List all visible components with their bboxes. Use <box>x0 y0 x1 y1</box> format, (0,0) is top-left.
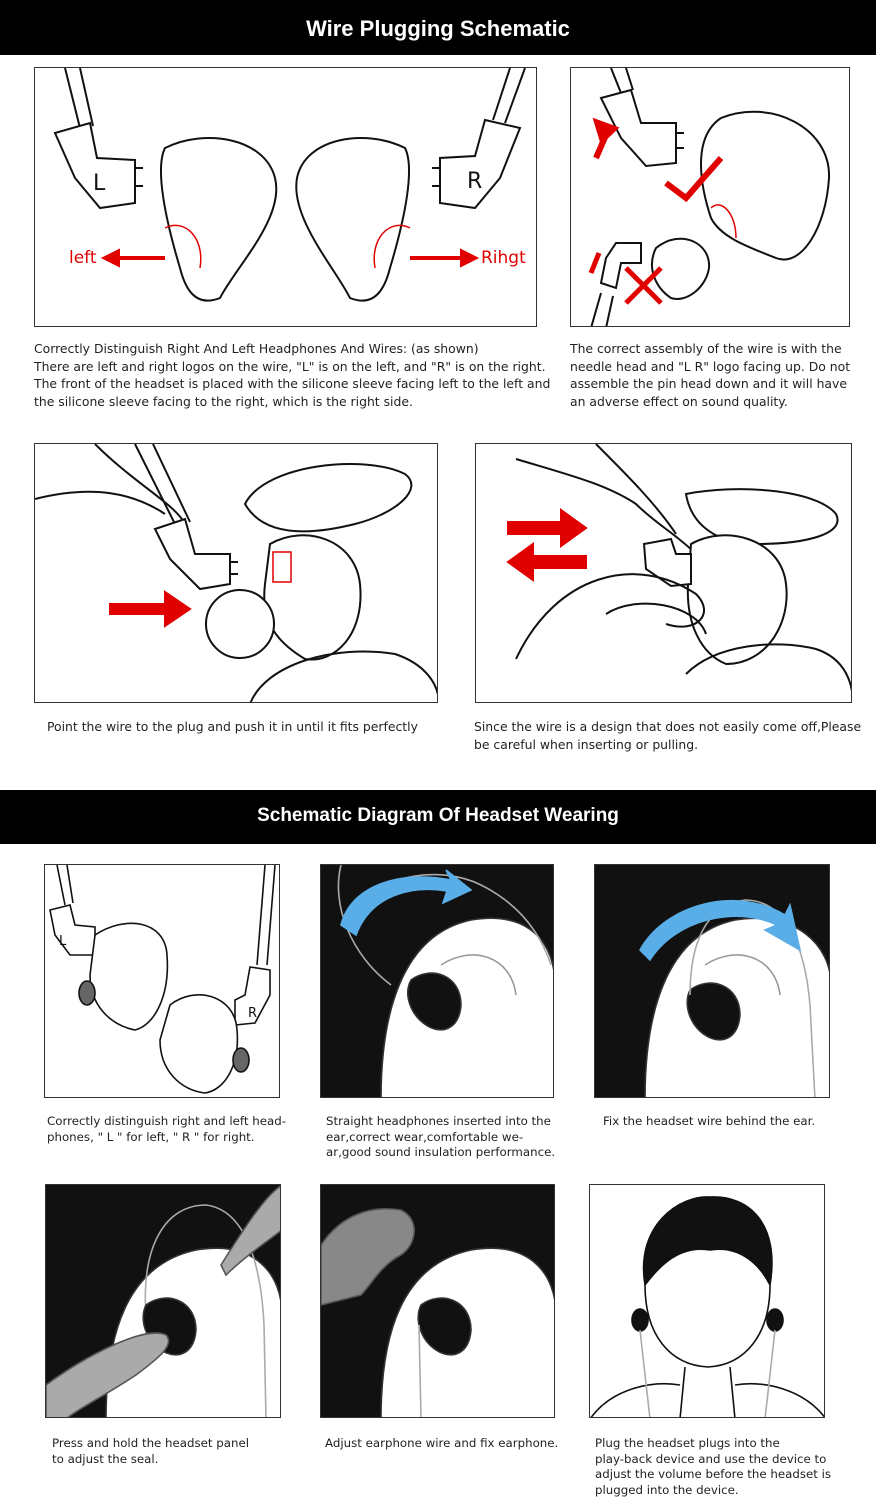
caption-line: plugged into the device. <box>595 1482 739 1497</box>
right-plug-icon <box>440 120 520 208</box>
illustration-adjust-wire <box>320 1184 555 1418</box>
illustration-correct-orientation <box>570 67 850 327</box>
caption-line: Adjust earphone wire and fix earphone. <box>325 1436 559 1450</box>
arrow-left-icon <box>508 544 586 580</box>
caption-adjust-wire <box>325 1436 575 1452</box>
illustration-lr-earphones <box>44 864 280 1098</box>
caption-left-right <box>34 340 554 410</box>
ear-tip-icon <box>206 590 274 658</box>
hair-icon <box>644 1197 772 1285</box>
blue-arrow-icon <box>341 870 471 935</box>
face-icon <box>645 1285 770 1367</box>
plug-l-icon <box>50 905 95 955</box>
caption-line: play-back device and use the device to <box>595 1451 827 1466</box>
caption-line: The correct assembly of the wire is with the <box>570 341 842 356</box>
hand-icon <box>321 1209 414 1305</box>
left-earphone-icon <box>161 138 276 301</box>
caption-line: the silicone sleeve facing to the right, which is the right side. <box>34 393 413 409</box>
caption-line: an adverse effect on sound quality. <box>570 393 788 409</box>
caption-line: Correctly Distinguish Right And Left Headphones And Wires: (as shown) <box>34 341 479 356</box>
svg-text:L: L <box>59 934 67 949</box>
svg-text:R: R <box>248 1006 258 1021</box>
plug-down-icon <box>601 243 641 288</box>
caption-line: ar,good sound insulation performance. <box>326 1145 556 1160</box>
caption-line: needle head and "L R" logo facing up. Do not <box>570 358 851 374</box>
caption-line: The front of the headset is placed with the silicone sleeve facing left to the left and <box>34 376 551 391</box>
caption-line: Point the wire to the plug and push it in until it fits perfectly <box>47 719 418 734</box>
illustration-careful-pulling <box>475 443 852 703</box>
ear-icon <box>381 918 554 1098</box>
caption-insert-earphone <box>326 1114 576 1161</box>
caption-line: assemble the pin head down and it will have <box>570 376 847 391</box>
illustration-push-plug <box>34 443 438 703</box>
left-label: left <box>69 248 97 268</box>
caption-line: ear,correct wear,comfortable we- <box>326 1129 524 1144</box>
earbud-right-icon <box>767 1309 783 1331</box>
earphone-right-icon <box>160 995 237 1093</box>
finger-icon <box>245 464 411 531</box>
caption-careful-pulling <box>474 718 869 753</box>
caption-line: phones, " L " for left, " R " for right. <box>47 1129 255 1144</box>
caption-correct-orientation <box>570 340 860 410</box>
illustration-left-right-earphones <box>34 67 537 327</box>
caption-line: Straight headphones inserted into the <box>326 1114 551 1128</box>
right-earphone-icon <box>296 138 409 301</box>
caption-line: Correctly distinguish right and left head- <box>47 1114 286 1128</box>
plug-icon <box>155 519 230 589</box>
plug-right-letter: R <box>467 169 483 194</box>
caption-plug-device <box>595 1436 855 1498</box>
earphone-shell-icon <box>701 112 829 260</box>
caption-press-panel <box>52 1436 292 1467</box>
illustration-insert-earphone <box>320 864 554 1098</box>
earbud-left-icon <box>632 1309 648 1331</box>
earphone-shell-icon <box>264 535 360 659</box>
caption-line: to adjust the seal. <box>52 1451 159 1466</box>
caption-wire-behind-ear <box>603 1114 853 1130</box>
section-title: Schematic Diagram Of Headset Wearing <box>257 805 619 826</box>
caption-line: adjust the volume before the headset is <box>595 1467 832 1482</box>
caption-push-plug <box>47 718 447 736</box>
caption-line: be careful when inserting or pulling. <box>474 736 699 752</box>
arrow-down-icon <box>591 253 599 273</box>
earphone-left-icon <box>90 923 167 1030</box>
caption-line: Since the wire is a design that does not easily come off,Please <box>474 719 862 734</box>
caption-line: Fix the headset wire behind the ear. <box>603 1114 816 1128</box>
caption-lr-earphones <box>47 1114 287 1145</box>
arrow-right-icon <box>508 510 586 546</box>
illustration-press-panel <box>45 1184 281 1418</box>
push-arrow-icon <box>110 592 190 626</box>
caption-line: There are left and right logos on the wire, "L" is on the left, and "R" is on the right. <box>34 358 546 374</box>
illustration-plug-device <box>589 1184 825 1418</box>
section-banner-wire-plugging <box>0 0 876 55</box>
caption-line: Press and hold the headset panel <box>52 1436 250 1450</box>
section-title: Wire Plugging Schematic <box>306 16 570 41</box>
caption-line: Plug the headset plugs into the <box>595 1436 780 1450</box>
right-label: Rihgt <box>481 248 526 268</box>
section-banner-headset-wearing <box>0 790 876 844</box>
plug-left-letter: L <box>93 171 106 196</box>
finger-icon <box>686 489 838 544</box>
illustration-wire-behind-ear <box>594 864 830 1098</box>
cross-mark-icon <box>626 268 661 303</box>
